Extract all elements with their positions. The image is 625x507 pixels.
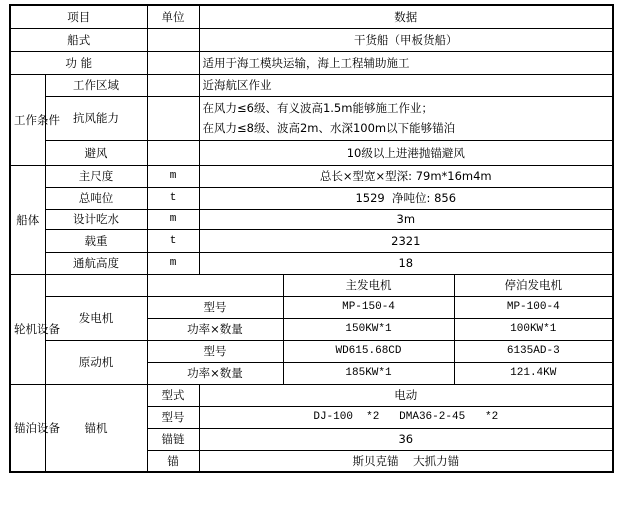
header-row <box>10 5 613 28</box>
anchor-chain-label: 锚链 <box>147 428 199 450</box>
mooring-group: 锚泊设备 <box>10 384 45 472</box>
spec-table-container <box>9 4 614 473</box>
air-draft-value: 18 <box>199 252 613 274</box>
wind-resistance-value <box>199 96 613 140</box>
main-generator-header: 主发电机 <box>283 274 454 296</box>
gross-tonnage-label: 总吨位 <box>45 187 147 209</box>
generator-model-aux: MP-100-4 <box>454 296 613 318</box>
header-item: 项目 <box>10 5 147 28</box>
anchor-chain-value: 36 <box>199 428 613 450</box>
ship-type-label: 船式 <box>10 28 147 51</box>
deadweight-value: 2321 <box>199 229 613 252</box>
design-draft-unit: m <box>147 209 199 229</box>
table-row <box>10 140 613 165</box>
wind-resistance-unit <box>147 96 199 140</box>
main-dimensions-unit: m <box>147 165 199 187</box>
table-row <box>10 165 613 187</box>
generator-power-main: 150KW*1 <box>283 318 454 340</box>
prime-mover-power-label: 功率×数量 <box>147 362 283 384</box>
hull-group: 船体 <box>10 165 45 274</box>
generator-power-label: 功率×数量 <box>147 318 283 340</box>
anchor-value: 斯贝克锚 大抓力锚 <box>199 450 613 472</box>
aux-generator-header: 停泊发电机 <box>454 274 613 296</box>
turbine-group: 轮机设备 <box>10 274 45 384</box>
header-data: 数据 <box>199 5 613 28</box>
function-label: 功 能 <box>10 51 147 74</box>
windlass-type-value: 电动 <box>199 384 613 406</box>
working-conditions-group: 工作条件 <box>10 74 45 165</box>
windlass-model-label: 型号 <box>147 406 199 428</box>
wind-resistance-line-1: 在风力≤6级、有义波高1.5m能够施工作业； <box>202 101 433 115</box>
prime-mover-label: 原动机 <box>45 340 147 384</box>
table-row <box>10 340 613 362</box>
wind-resistance-line-2: 在风力≤8级、波高2m、水深100m以下能够锚泊 <box>202 121 456 135</box>
gross-tonnage-value: 1529 净吨位: 856 <box>199 187 613 209</box>
wind-resistance-label: 抗风能力 <box>45 96 147 140</box>
deadweight-unit: t <box>147 229 199 252</box>
work-area-label: 工作区域 <box>45 74 147 96</box>
header-unit: 单位 <box>147 5 199 28</box>
table-row <box>10 229 613 252</box>
table-row <box>10 28 613 51</box>
deadweight-label: 载重 <box>45 229 147 252</box>
shelter-label: 避风 <box>45 140 147 165</box>
table-row <box>10 296 613 318</box>
ship-spec-table <box>9 4 614 473</box>
gross-tonnage-unit: t <box>147 187 199 209</box>
main-dimensions-label: 主尺度 <box>45 165 147 187</box>
prime-mover-model-main: WD615.68CD <box>283 340 454 362</box>
table-row <box>10 187 613 209</box>
generator-model-label: 型号 <box>147 296 283 318</box>
windlass-type-label: 型式 <box>147 384 199 406</box>
table-row <box>10 252 613 274</box>
air-draft-unit: m <box>147 252 199 274</box>
table-row <box>10 274 613 296</box>
anchor-label: 锚 <box>147 450 199 472</box>
design-draft-label: 设计吃水 <box>45 209 147 229</box>
windlass-label: 锚机 <box>45 384 147 472</box>
function-unit <box>147 51 199 74</box>
table-row <box>10 384 613 406</box>
turbine-blank-2 <box>147 274 283 296</box>
generator-power-aux: 100KW*1 <box>454 318 613 340</box>
work-area-value: 近海航区作业 <box>199 74 613 96</box>
prime-mover-power-main: 185KW*1 <box>283 362 454 384</box>
shelter-value: 10级以上进港抛锚避风 <box>199 140 613 165</box>
table-row <box>10 209 613 229</box>
work-area-unit <box>147 74 199 96</box>
ship-type-unit <box>147 28 199 51</box>
design-draft-value: 3m <box>199 209 613 229</box>
function-value: 适用于海工模块运输，海上工程辅助施工 <box>199 51 613 74</box>
air-draft-label: 通航高度 <box>45 252 147 274</box>
generator-label: 发电机 <box>45 296 147 340</box>
table-row <box>10 74 613 96</box>
prime-mover-model-label: 型号 <box>147 340 283 362</box>
table-row <box>10 96 613 140</box>
prime-mover-model-aux: 6135AD-3 <box>454 340 613 362</box>
windlass-model-value: DJ-100 *2 DMA36-2-45 *2 <box>199 406 613 428</box>
ship-type-value: 干货船（甲板货船） <box>199 28 613 51</box>
table-row <box>10 51 613 74</box>
main-dimensions-value: 总长×型宽×型深: 79m*16m4m <box>199 165 613 187</box>
prime-mover-power-aux: 121.4KW <box>454 362 613 384</box>
shelter-unit <box>147 140 199 165</box>
turbine-blank-1 <box>45 274 147 296</box>
generator-model-main: MP-150-4 <box>283 296 454 318</box>
